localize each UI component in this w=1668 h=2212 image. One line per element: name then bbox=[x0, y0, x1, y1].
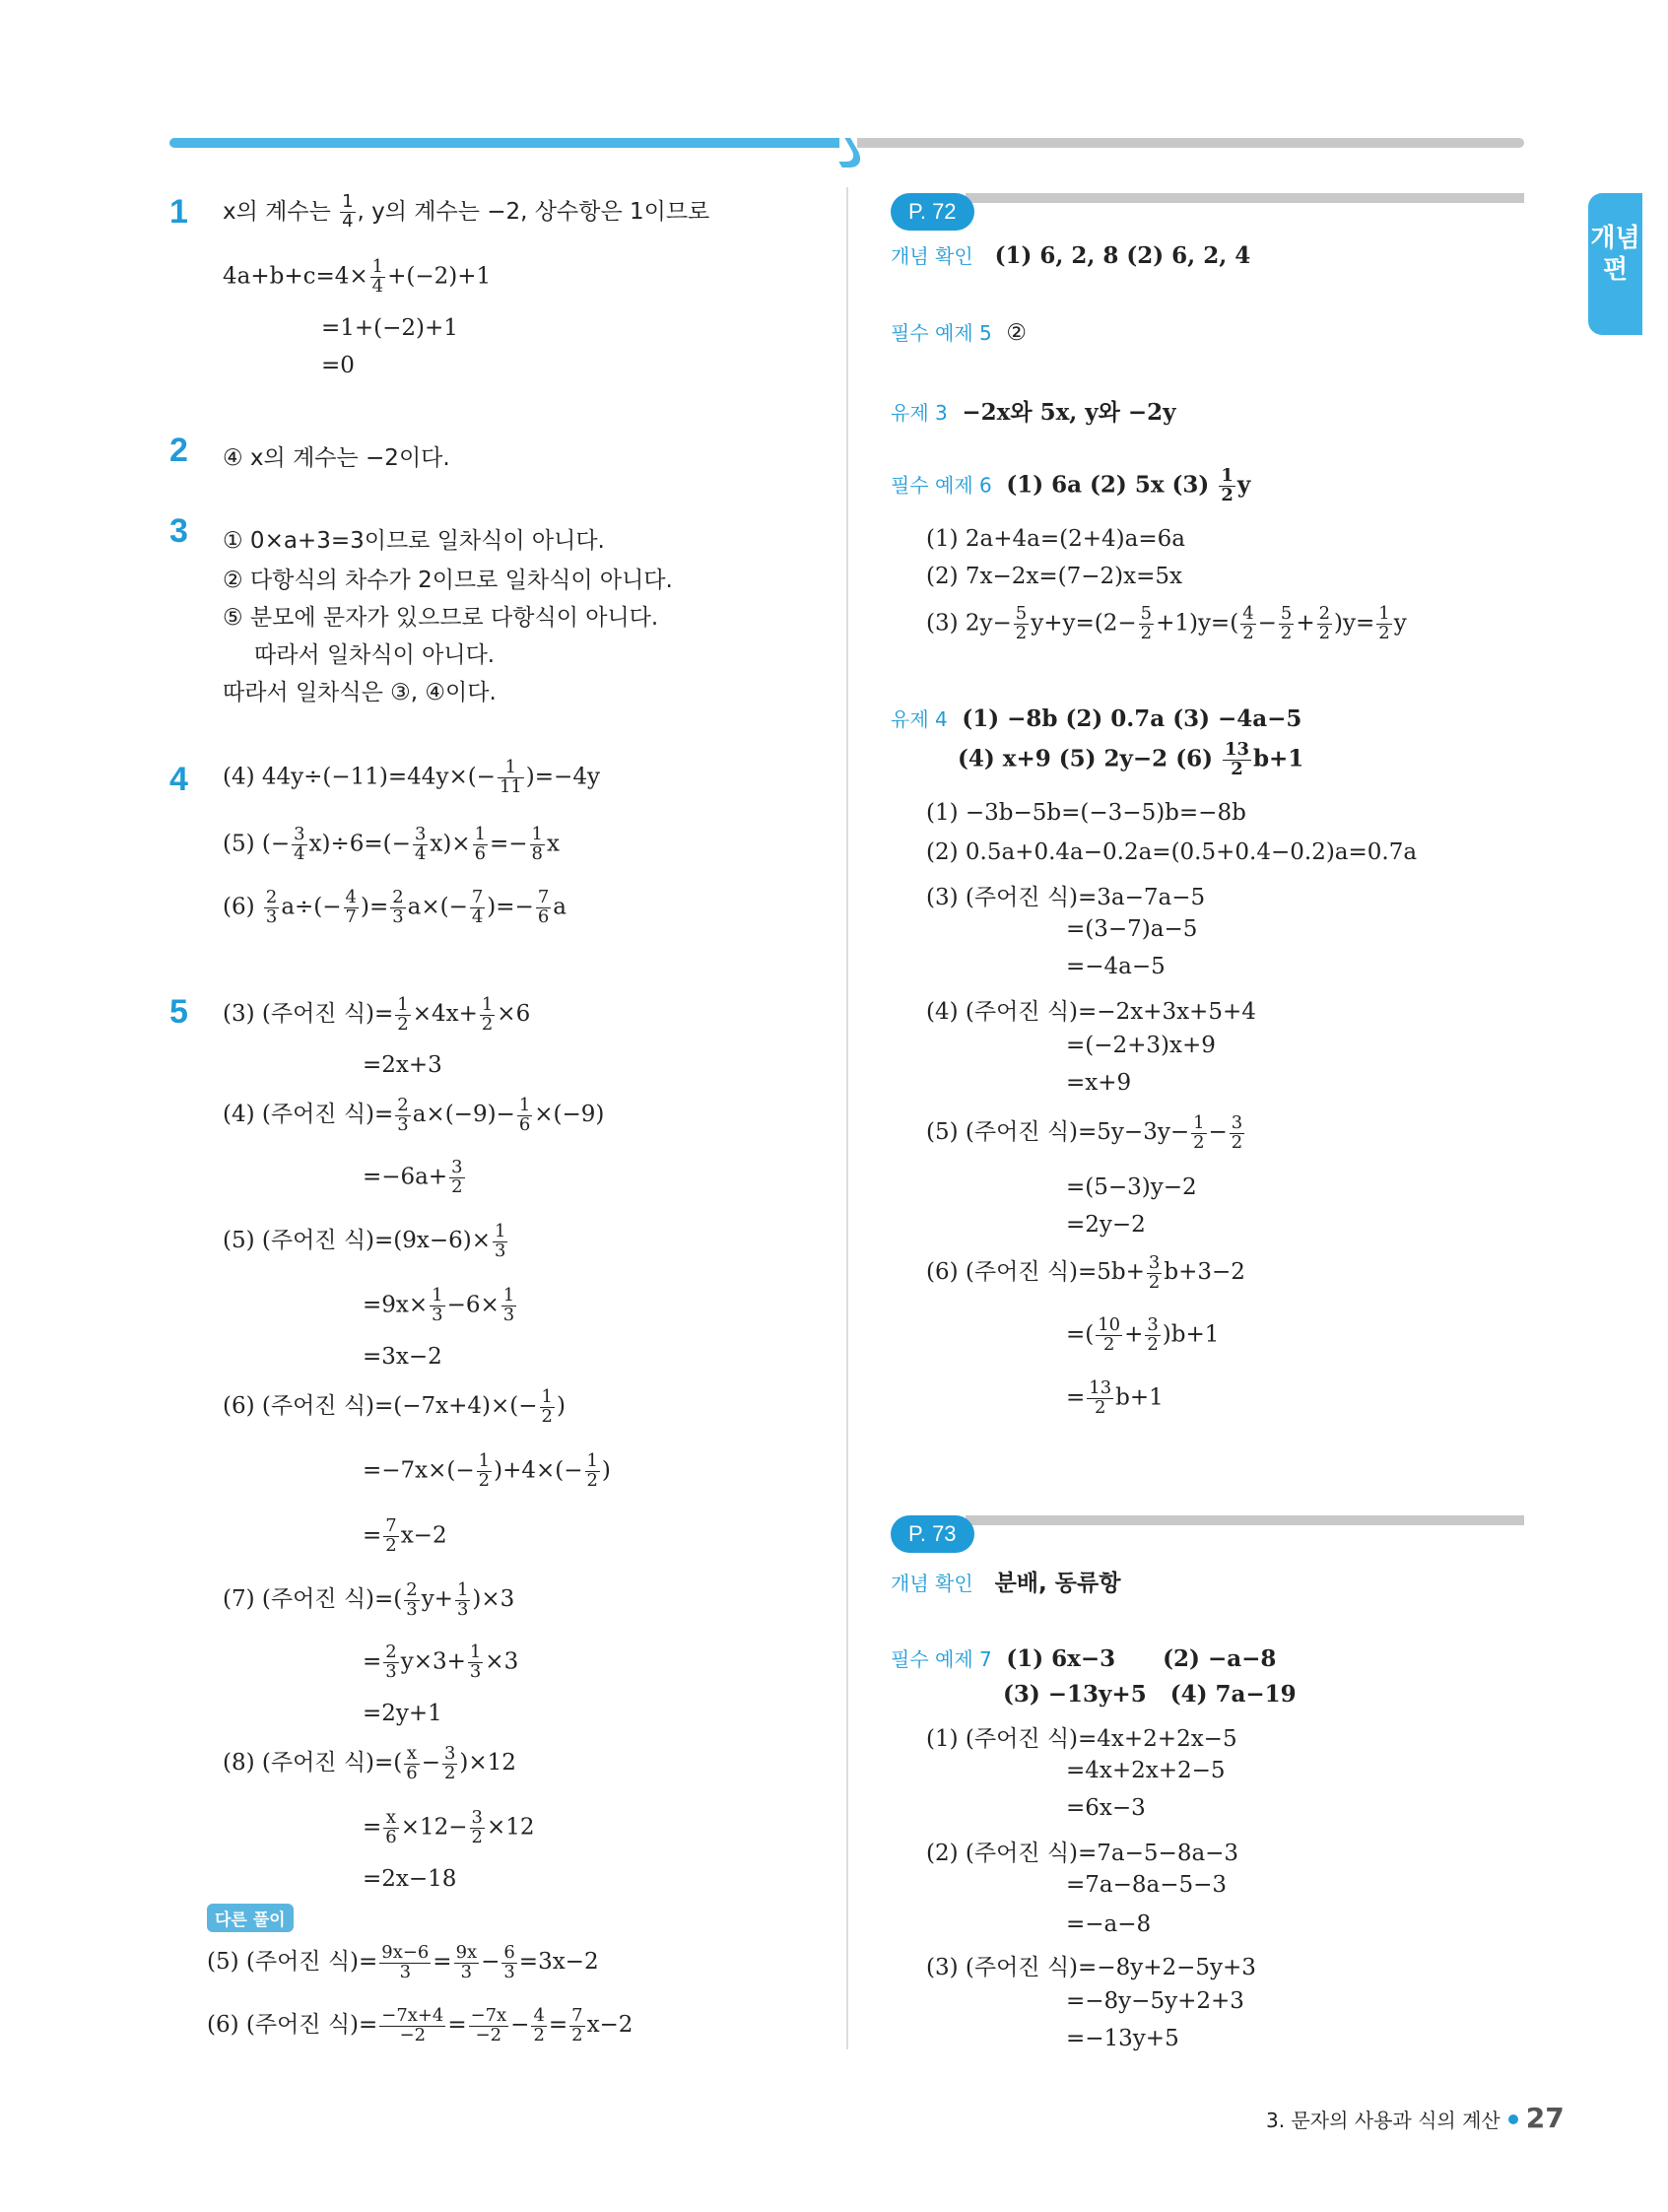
footer-chapter: 3. 문자의 사용과 식의 계산 bbox=[1266, 2109, 1501, 2132]
exercise-4-answers2: (4) x+9 (5) 2y−2 (6) $\frac{13}{2}$ b+1 bbox=[958, 739, 1304, 779]
footer-dot bbox=[1508, 2114, 1518, 2124]
exercise-3: 유제 3 −2x와 5x, y와 −2y bbox=[891, 399, 1176, 426]
e6-line1: (1) 2a+4a=(2+4)a=6a bbox=[926, 526, 1185, 552]
p1-line2: 4a+b+c=4× $\frac{1}{4}$ +(−2)+1 bbox=[223, 256, 492, 297]
concept-check-1: 개념 확인 (1) 6, 2, 8 (2) 6, 2, 4 bbox=[891, 242, 1251, 269]
column-divider bbox=[846, 187, 848, 2049]
p5-8-line3: =2x−18 bbox=[363, 1866, 457, 1892]
p5-7-line2: = $\frac{2}{3}$ y×3+ $\frac{1}{3}$ ×3 bbox=[363, 1642, 519, 1682]
footer bbox=[1266, 2102, 1565, 2134]
y4-line2: (2) 0.5a+0.4a−0.2a=(0.5+0.4−0.2)a=0.7a bbox=[926, 839, 1418, 865]
p5-3-line1: (3) (주어진 식)= $\frac{1}{2}$ ×4x+ $\frac{1}{2}$ ×6 bbox=[223, 993, 531, 1035]
e7-line6: =−a−8 bbox=[1066, 1911, 1152, 1937]
example-5: 필수 예제 5 ② bbox=[891, 320, 1027, 346]
problem-number-1: 1 bbox=[169, 193, 188, 231]
p5-7-line1: (7) (주어진 식)=( $\frac{2}{3}$ y+ $\frac{1}{3}$ )×3 bbox=[223, 1578, 515, 1620]
example-7-answers2: (3) −13y+5 (4) 7a−19 bbox=[1003, 1681, 1297, 1708]
alt-6-line: (6) (주어진 식)= $\frac{-7x+4}{-2}$ = $\frac{-7x}{-2}$ − $\frac{4}{2}$ = $\frac{7}{2}$ x−2 bbox=[207, 2004, 634, 2045]
y4-line11: =2y−2 bbox=[1066, 1212, 1146, 1238]
header-bar-left bbox=[169, 138, 839, 148]
p5-6-line1: (6) (주어진 식)=(−7x+4)×(− $\frac{1}{2}$ ) bbox=[223, 1385, 566, 1427]
e7-line4: (2) (주어진 식)=7a−5−8a−3 bbox=[926, 1841, 1239, 1866]
y4-line8: =x+9 bbox=[1066, 1070, 1132, 1096]
e6-line2: (2) 7x−2x=(7−2)x=5x bbox=[926, 564, 1182, 589]
e7-line7: (3) (주어진 식)=−8y+2−5y+3 bbox=[926, 1955, 1256, 1980]
p3-line4: 따라서 일차식이 아니다. bbox=[254, 642, 496, 668]
p3-line5: 따라서 일차식은 ③, ④이다. bbox=[223, 680, 497, 705]
e7-line2: =4x+2x+2−5 bbox=[1066, 1758, 1226, 1783]
p3-line1: ① 0×a+3=3이므로 일차식이 아니다. bbox=[223, 528, 605, 554]
p5-5-line3: =3x−2 bbox=[363, 1344, 442, 1370]
p5-3-line2: =2x+3 bbox=[363, 1052, 442, 1078]
e7-line3: =6x−3 bbox=[1066, 1795, 1146, 1821]
y4-line13: =( $\frac{10}{2}$ + $\frac{3}{2}$ )b+1 bbox=[1066, 1314, 1220, 1355]
side-tab[interactable]: 개념편 bbox=[1588, 193, 1642, 335]
p1-line3: =1+(−2)+1 bbox=[321, 315, 458, 341]
y4-line3: (3) (주어진 식)=3a−7a−5 bbox=[926, 885, 1206, 910]
p5-8-line1: (8) (주어진 식)=( $\frac{x}{6}$ − $\frac{3}{2}$ )×12 bbox=[223, 1742, 516, 1783]
p5-4-line1: (4) (주어진 식)= $\frac{2}{3}$ a×(−9)− $\frac{1}{6}$ ×(−9) bbox=[223, 1094, 605, 1135]
y4-line7: =(−2+3)x+9 bbox=[1066, 1033, 1216, 1058]
p1-line4: =0 bbox=[321, 353, 355, 378]
p5-7-line3: =2y+1 bbox=[363, 1701, 442, 1726]
page-number: 27 bbox=[1525, 2102, 1565, 2134]
p72-bar bbox=[966, 193, 1524, 203]
e7-line1: (1) (주어진 식)=4x+2+2x−5 bbox=[926, 1726, 1237, 1752]
y4-line12: (6) (주어진 식)=5b+ $\frac{3}{2}$ b+3−2 bbox=[926, 1251, 1245, 1293]
e7-line9: =−13y+5 bbox=[1066, 2026, 1179, 2051]
problem-number-2: 2 bbox=[169, 432, 188, 469]
page-pill-73: P. 73 bbox=[891, 1515, 974, 1553]
alt-5-line: (5) (주어진 식)= $\frac{9x-6}{3}$ = $\frac{9x}{3}$ − $\frac{6}{3}$ =3x−2 bbox=[207, 1941, 599, 1982]
p5-6-line3: = $\frac{7}{2}$ x−2 bbox=[363, 1515, 447, 1556]
p3-line2: ② 다항식의 차수가 2이므로 일차식이 아니다. bbox=[223, 568, 673, 593]
p1-line1: x의 계수는 $\frac{1}{4}$ , y의 계수는 −2, 상수항은 1이므로 bbox=[223, 191, 710, 232]
e6-line3: (3) 2y− $\frac{5}{2}$ y+y=(2− $\frac{5}{2}$ +1)y=( $\frac{4}{2}$ − $\frac{5}{2}$ + $\frac{2}{2}$ )y= $\frac{1}{2}$ y bbox=[926, 603, 1407, 643]
problem-number-4: 4 bbox=[169, 761, 188, 798]
p5-5-line1: (5) (주어진 식)=(9x−6)× $\frac{1}{3}$ bbox=[223, 1220, 506, 1261]
e7-line5: =7a−8a−5−3 bbox=[1066, 1872, 1228, 1898]
problem-number-3: 3 bbox=[169, 512, 188, 550]
y4-line1: (1) −3b−5b=(−3−5)b=−8b bbox=[926, 800, 1246, 826]
exercise-4: 유제 4 (1) −8b (2) 0.7a (3) −4a−5 bbox=[891, 705, 1302, 732]
y4-line9: (5) (주어진 식)=5y−3y− $\frac{1}{2}$ − $\frac{3}{2}$ bbox=[926, 1111, 1243, 1153]
other-solution-badge: 다른 풀이 bbox=[207, 1904, 294, 1932]
p73-bar bbox=[966, 1515, 1524, 1525]
example-7: 필수 예제 7 (1) 6x−3 (2) −a−8 bbox=[891, 1645, 1277, 1672]
concept-check-2: 개념 확인 분배, 동류항 bbox=[891, 1571, 1121, 1596]
y4-line10: =(5−3)y−2 bbox=[1066, 1174, 1197, 1200]
example-6: 필수 예제 6 (1) 6a (2) 5x (3) $\frac{1}{2}$ y bbox=[891, 465, 1251, 505]
p5-5-line2: =9x× $\frac{1}{3}$ −6× $\frac{1}{3}$ bbox=[363, 1285, 515, 1325]
p5-6-line2: =−7x×(− $\frac{1}{2}$ )+4×(− $\frac{1}{2}$ ) bbox=[363, 1450, 611, 1491]
p4-line1: (4) 44y÷(−11)=44y×(− $\frac{1}{11}$ )=−4y bbox=[223, 757, 600, 797]
y4-line5: =−4a−5 bbox=[1066, 954, 1166, 979]
problem-number-5: 5 bbox=[169, 993, 188, 1031]
p3-line3: ⑤ 분모에 문자가 있으므로 다항식이 아니다. bbox=[223, 605, 659, 631]
p5-4-line2: =−6a+ $\frac{3}{2}$ bbox=[363, 1157, 463, 1197]
p5-8-line2: = $\frac{x}{6}$ ×12− $\frac{3}{2}$ ×12 bbox=[363, 1807, 535, 1847]
y4-line14: = $\frac{13}{2}$ b+1 bbox=[1066, 1377, 1164, 1418]
page-pill-72: P. 72 bbox=[891, 193, 974, 231]
header-bar-right bbox=[857, 138, 1524, 148]
y4-line4: =(3−7)a−5 bbox=[1066, 916, 1198, 942]
p2-line1: ④ x의 계수는 −2이다. bbox=[223, 445, 450, 471]
p4-line2: (5) (− $\frac{3}{4}$ x)÷6=(− $\frac{3}{4}$ x)× $\frac{1}{6}$ =− $\frac{1}{8}$ x bbox=[223, 824, 560, 864]
e7-line8: =−8y−5y+2+3 bbox=[1066, 1988, 1244, 2014]
y4-line6: (4) (주어진 식)=−2x+3x+5+4 bbox=[926, 999, 1256, 1025]
p4-line3: (6) $\frac{2}{3}$ a÷(− $\frac{4}{7}$ )= $\frac{2}{3}$ a×(− $\frac{7}{4}$ )=− $\frac{7}{6}$ a bbox=[223, 887, 567, 927]
